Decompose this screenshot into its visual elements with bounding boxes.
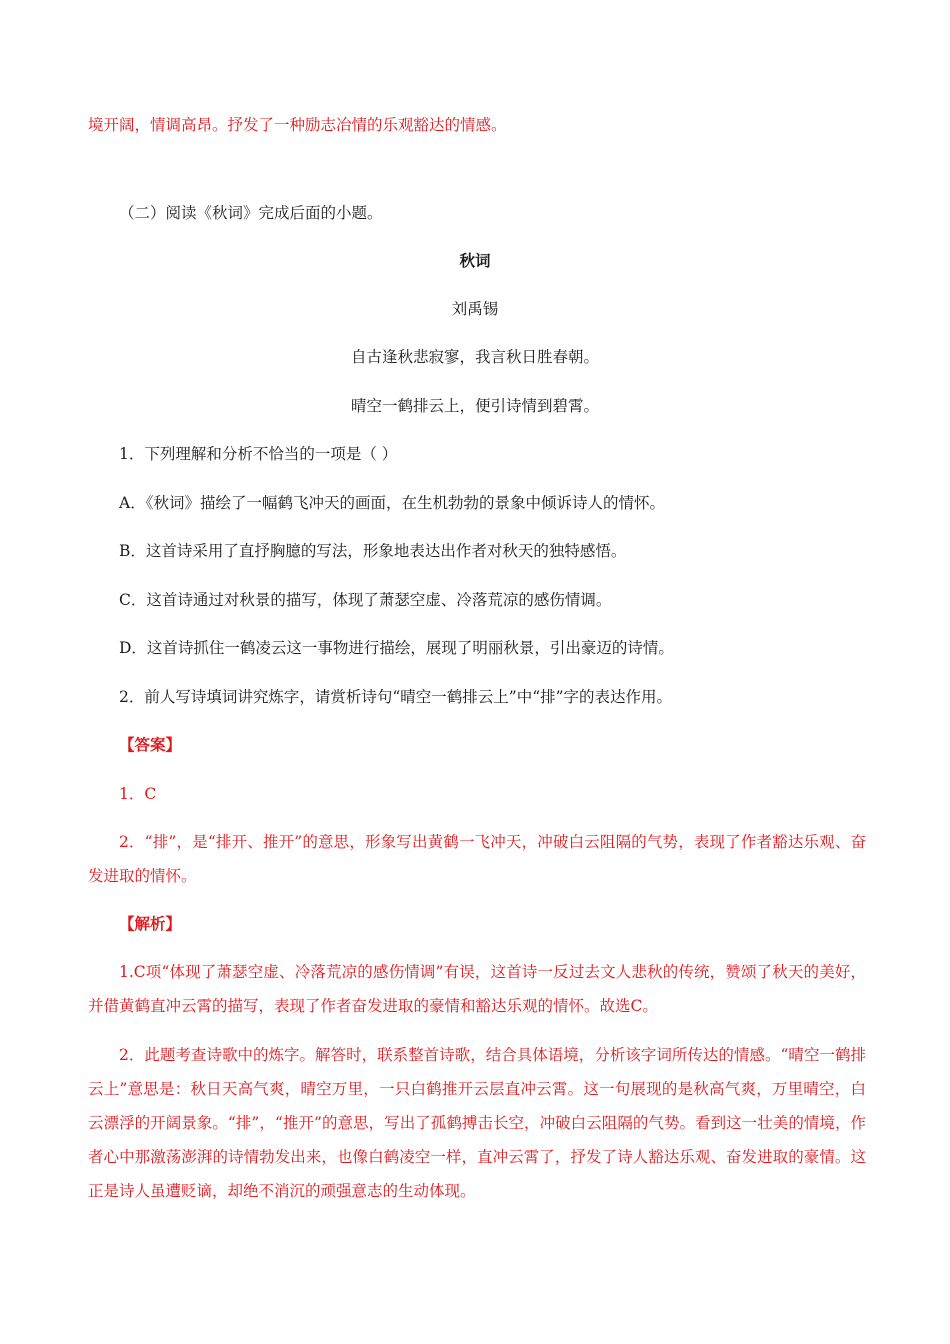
poem-author: 刘禹锡 <box>451 300 499 318</box>
poem-line-1: 自古逢秋悲寂寥，我言秋日胜春朝。 <box>350 348 599 366</box>
option-c: C．这首诗通过对秋景的描写，体现了萧瑟空虚、冷落荒凉的感伤情调。 <box>119 591 612 609</box>
top-line: 境开阔，情调高昂。抒发了一种励志冶情的乐观豁达的情感。 <box>88 116 507 134</box>
answer-1: 1．C <box>119 785 157 803</box>
section-intro: （二）阅读《秋词》完成后面的小题。 <box>119 204 383 222</box>
poem-line-2: 晴空一鹤排云上，便引诗情到碧霄。 <box>350 397 599 415</box>
answer-heading: 【答案】 <box>119 735 182 754</box>
poem-title: 秋词 <box>459 251 491 270</box>
option-d: D．这首诗抓住一鹤凌云这一事物进行描绘，展现了明丽秋景，引出豪迈的诗情。 <box>119 639 674 657</box>
question-1: 1．下列理解和分析不恰当的一项是（ ） <box>119 445 398 463</box>
analysis-1: 1.C项“体现了萧瑟空虚、冷落荒凉的感伤情调”有误，这首诗一反过去文人悲秋的传统，赞颂了秋天的美好，并借黄鹤直冲云霄的描写，表现了作者奋发进取的豪情和豁达乐观的情怀。故选C。 <box>88 963 866 1015</box>
question-2: 2．前人写诗填词讲究炼字，请赏析诗句“晴空一鹤排云上”中“排”字的表达作用。 <box>119 688 673 706</box>
option-a: A．《秋词》描绘了一幅鹤飞冲天的画面，在生机勃勃的景象中倾诉诗人的情怀。 <box>119 494 665 512</box>
answer-2: 2．“排”，是“排开、推开”的意思，形象写出黄鹤一飞冲天，冲破白云阻隔的气势，表现了作者豁达乐观、奋发进取的情怀。 <box>88 833 866 885</box>
analysis-heading: 【解析】 <box>119 914 182 933</box>
option-b: B．这首诗采用了直抒胸臆的写法，形象地表达出作者对秋天的独特感悟。 <box>119 542 627 560</box>
analysis-2: 2．此题考查诗歌中的炼字。解答时，联系整首诗歌，结合具体语境，分析该字词所传达的情感。“晴空一鹤排云上”意思是：秋日天高气爽，晴空万里，一只白鹤推开云层直冲云霄。这一句展现的是秋高气爽，万里晴空，白云漂浮的开阔景象。“排”，“推开”的意思，写出了孤鹤搏击长空，冲破白云阻隔的气势。看到这一壮美的情境，作者心中那激荡澎湃的诗情勃发出来，也像白鹤凌空一样，直冲云霄了，抒发了诗人豁达乐观、奋发进取的豪情。这正是诗人虽遭贬谪，却绝不消沉的顽强意志的生动体现。 <box>88 1046 866 1200</box>
